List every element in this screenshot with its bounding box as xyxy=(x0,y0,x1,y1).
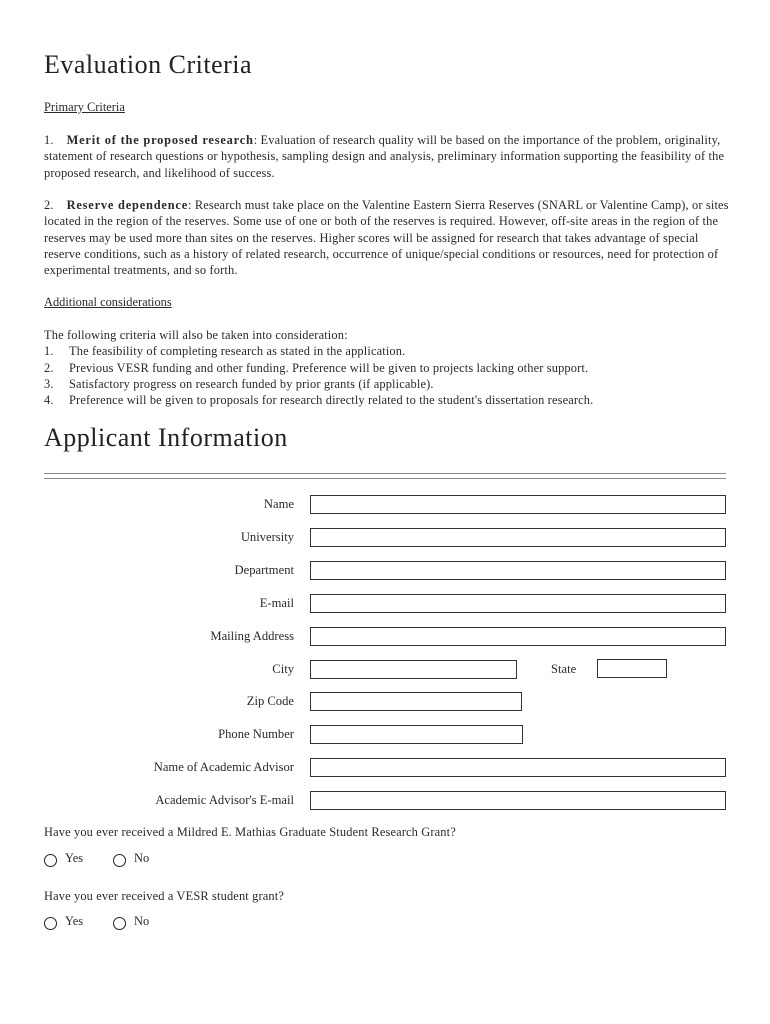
name-label: Name xyxy=(263,497,294,511)
city-label: City xyxy=(272,662,294,676)
name-input[interactable] xyxy=(310,495,726,514)
university-label: University xyxy=(240,530,294,544)
email-input[interactable] xyxy=(310,594,726,613)
applicant-title: Applicant Information xyxy=(44,423,288,452)
additional-considerations-heading: Additional considerations xyxy=(44,295,172,309)
criterion-2-title: Reserve dependence xyxy=(66,198,189,212)
criterion-2-text: : Research must take place on the Valentine Eastern Sierra Reserves (SNARL or Valentine Camp), or sites located in the region of the reserves. Some use of one or both of the reserves is required. However, off-site areas in the region of the reserves may be used more than sites on the reserves. Higher scores will be assigned for research that takes advantage of special reserve conditions, such as a history of related research, occurrence of unique/special conditions or resources, need for protection of experimental treatments, and so forth. xyxy=(44,198,729,278)
phone-input[interactable] xyxy=(310,725,523,744)
question-vesr-grant: Have you ever received a VESR student grant? xyxy=(44,889,284,903)
advisor-email-input[interactable] xyxy=(310,791,726,810)
additional-intro: The following criteria will also be taken into consideration: xyxy=(44,328,348,342)
vesr-yes-label: Yes xyxy=(65,914,84,928)
advisor-email-label: Academic Advisor's E-mail xyxy=(155,793,294,807)
mathias-no-label: No xyxy=(134,851,150,865)
list-item: 4. Preference will be given to proposals for research directly related to the student's dissertation research. xyxy=(44,393,594,408)
section-divider-bottom xyxy=(44,478,726,479)
criterion-1 xyxy=(44,132,734,181)
primary-criteria-heading: Primary Criteria xyxy=(44,100,125,114)
evaluation-title: Evaluation Criteria xyxy=(44,50,253,79)
mailing-address-input[interactable] xyxy=(310,627,726,646)
criterion-1-text: : Evaluation of research quality will be based on the importance of the problem, originality, statement of research questions or hypothesis, sampling design and analysis, preliminary information supporting the feasibility of the proposed research, and likelihood of success. xyxy=(44,133,725,180)
department-label: Department xyxy=(234,563,294,577)
state-label: State xyxy=(551,662,577,676)
list-item: 2. Previous VESR funding and other funding. Preference will be given to projects lacking other support. xyxy=(44,360,589,375)
mathias-no-radio[interactable] xyxy=(113,854,126,867)
zip-label: Zip Code xyxy=(246,694,294,708)
phone-label: Phone Number xyxy=(218,727,294,741)
advisor-name-label: Name of Academic Advisor xyxy=(153,760,294,774)
vesr-yes-radio[interactable] xyxy=(44,917,57,930)
vesr-no-label: No xyxy=(134,914,150,928)
criterion-1-title: Merit of the proposed research xyxy=(66,133,254,147)
list-item: 3. Satisfactory progress on research funded by prior grants (if applicable). xyxy=(44,376,434,391)
mailing-address-label: Mailing Address xyxy=(210,629,294,643)
list-item: 1. The feasibility of completing research as stated in the application. xyxy=(44,344,406,359)
email-label: E-mail xyxy=(259,596,294,610)
mathias-yes-radio[interactable] xyxy=(44,854,57,867)
criterion-2 xyxy=(44,197,734,278)
department-input[interactable] xyxy=(310,561,726,580)
advisor-name-input[interactable] xyxy=(310,758,726,777)
zip-input[interactable] xyxy=(310,692,522,711)
criterion-1-number: 1. xyxy=(44,133,54,147)
city-input[interactable] xyxy=(310,660,517,679)
state-input[interactable] xyxy=(597,659,667,678)
additional-list xyxy=(44,327,734,408)
mathias-grant-options xyxy=(44,853,179,868)
university-input[interactable] xyxy=(310,528,726,547)
vesr-no-radio[interactable] xyxy=(113,917,126,930)
question-mathias-grant: Have you ever received a Mildred E. Mathias Graduate Student Research Grant? xyxy=(44,825,456,839)
mathias-yes-label: Yes xyxy=(65,851,84,865)
criterion-2-number: 2. xyxy=(44,198,54,212)
section-divider-top xyxy=(44,473,726,474)
vesr-grant-options xyxy=(44,916,179,931)
